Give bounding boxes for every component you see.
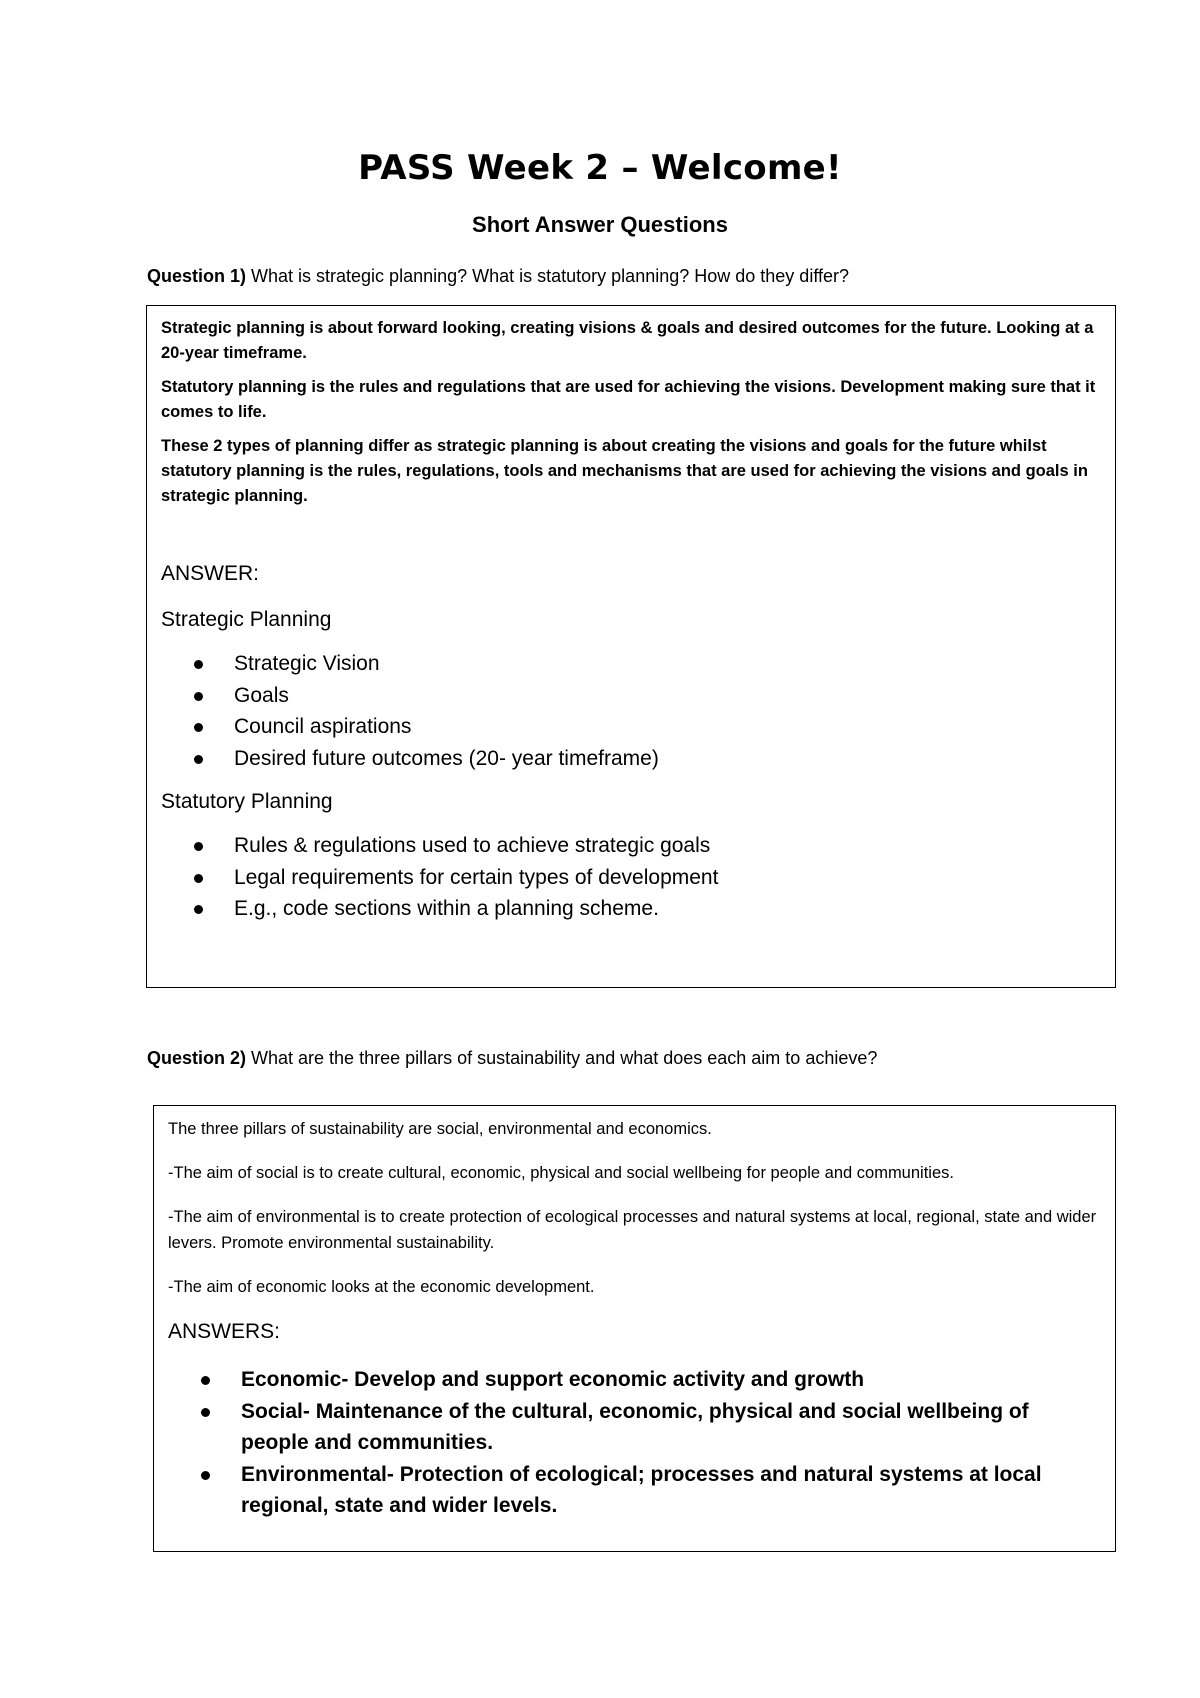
pillars-list [168, 1364, 1101, 1522]
list-item [161, 830, 1101, 862]
bullet-icon [194, 755, 203, 764]
statutory-planning-label: Statutory Planning [161, 790, 333, 813]
question-1 [147, 266, 1147, 287]
list-item [161, 862, 1101, 894]
question-2-number: Question 2) [147, 1048, 247, 1068]
bullet-icon [201, 1376, 210, 1385]
question-2-answer-box [153, 1105, 1116, 1552]
statutory-planning-list [161, 830, 1101, 925]
bullet-icon [201, 1471, 210, 1480]
list-item [161, 711, 1101, 743]
bullet-icon [194, 692, 203, 701]
q1-student-answer-para: These 2 types of planning differ as strategic planning is about creating the visions and goals for the future whilst statutory planning is the rules, regulations, tools and mechanisms that are used for achieving the visions and goals in strategic planning. [161, 437, 1088, 505]
list-item-text: Strategic Vision [234, 652, 380, 675]
bullet-icon [201, 1408, 210, 1417]
list-item [161, 680, 1101, 712]
strategic-planning-label: Strategic Planning [161, 608, 332, 631]
page-subtitle: Short Answer Questions [472, 212, 728, 237]
page-title: PASS Week 2 – Welcome! [358, 148, 842, 188]
question-1-number: Question 1) [147, 266, 247, 286]
question-2-text: What are the three pillars of sustainability and what does each aim to achieve? [246, 1048, 878, 1068]
spacer [161, 518, 1101, 560]
question-1-text: What is strategic planning? What is statutory planning? How do they differ? [246, 266, 850, 286]
list-item [161, 743, 1101, 775]
q2-student-answer-para: -The aim of economic looks at the economic development. [168, 1278, 595, 1296]
q2-student-answer-para: The three pillars of sustainability are social, environmental and economics. [168, 1120, 712, 1138]
q1-answer-label: ANSWER: [161, 562, 260, 585]
list-item [168, 1364, 1101, 1396]
q1-student-answer-para: Strategic planning is about forward looking, creating visions & goals and desired outcomes for the future. Looking at a 20-year timeframe. [161, 319, 1094, 362]
list-item-text: Rules & regulations used to achieve strategic goals [234, 834, 711, 857]
q1-student-answer-para: Statutory planning is the rules and regulations that are used for achieving the visions. Development making sure that it comes to life. [161, 378, 1096, 421]
question-1-answer-box [146, 305, 1116, 988]
list-item [168, 1396, 1101, 1459]
bullet-icon [194, 660, 203, 669]
list-item-text: Council aspirations [234, 715, 412, 738]
list-item-text: Goals [234, 683, 289, 707]
list-item-text: Legal requirements for certain types of development [234, 865, 719, 889]
list-item [161, 648, 1101, 680]
strategic-planning-list [161, 648, 1101, 774]
q2-answer-label: ANSWERS: [168, 1320, 281, 1343]
question-2 [147, 1048, 1147, 1069]
list-item-text: Desired future outcomes (20- year timeframe) [234, 746, 659, 770]
bullet-icon [194, 874, 203, 883]
list-item [161, 893, 1101, 925]
list-item [168, 1459, 1101, 1522]
bullet-icon [194, 842, 203, 851]
list-item-text: E.g., code sections within a planning scheme. [234, 897, 659, 920]
q2-student-answer-para: -The aim of environmental is to create protection of ecological processes and natural systems at local, regional, state and wider levers. Promote environmental sustainability. [168, 1208, 1097, 1252]
bullet-icon [194, 905, 203, 914]
list-item-text: Social- Maintenance of the cultural, economic, physical and social wellbeing of people and communities. [241, 1399, 1029, 1454]
list-item-text: Economic- Develop and support economic activity and growth [241, 1368, 865, 1391]
list-item-text: Environmental- Protection of ecological; processes and natural systems at local regional, state and wider levels. [241, 1462, 1042, 1517]
bullet-icon [194, 723, 203, 732]
q2-student-answer-para: -The aim of social is to create cultural, economic, physical and social wellbeing for people and communities. [168, 1164, 954, 1182]
